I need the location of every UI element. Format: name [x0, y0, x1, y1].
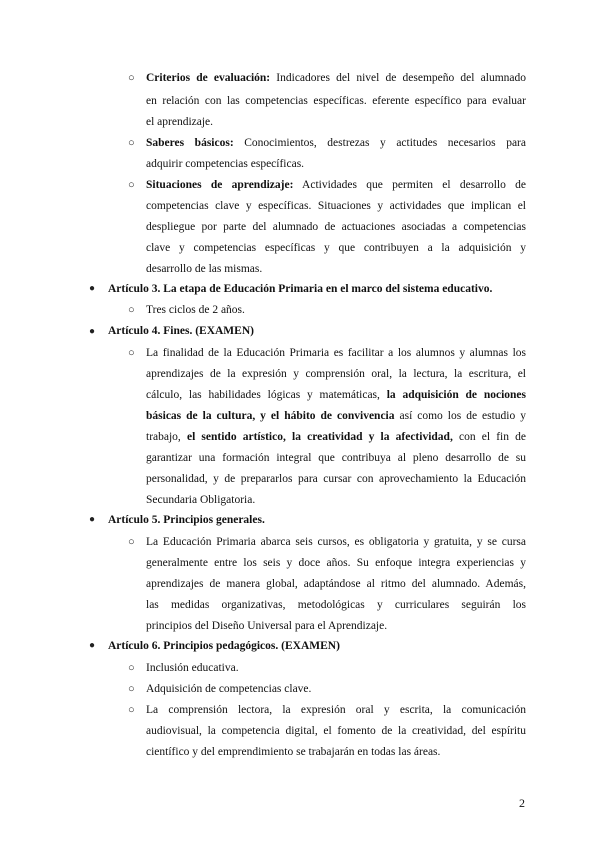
situaciones-line-5: desarrollo de las mismas.	[146, 263, 263, 275]
criterios-term: Criterios de evaluación:	[146, 72, 271, 84]
criterios-line-3: el aprendizaje.	[146, 116, 214, 128]
article-4-heading: Artículo 4. Fines. (EXAMEN)	[108, 325, 254, 337]
situaciones-line-2: competencias clave y específicas. Situaciones y actividades que implican el	[146, 200, 526, 212]
circle-bullet: ○	[128, 536, 135, 548]
bullet: ●	[89, 514, 96, 525]
article-4-line-6: garantizar una formación integral que contribuya al pleno desarrollo de su	[146, 452, 526, 464]
circle-bullet: ○	[128, 137, 135, 149]
article-4-text-5c: con el fin de	[452, 431, 526, 443]
page-number: 2	[519, 796, 525, 810]
circle-bullet: ○	[128, 304, 135, 316]
article-5-line-4: las medidas organizativas, metodológicas y curriculares seguirán los	[146, 599, 526, 611]
article-6-sub-1: Inclusión educativa.	[146, 662, 239, 674]
article-4-line-8: Secundaria Obligatoria.	[146, 494, 256, 506]
bullet: ●	[89, 283, 96, 294]
circle-bullet: ○	[128, 179, 135, 191]
criterios-line-1	[146, 70, 526, 86]
article-6-line-1: La comprensión lectora, la expresión oral y escrita, la comunicación	[146, 704, 526, 716]
article-6-line-3: científico y del emprendimiento se trabajarán en todas las áreas.	[146, 746, 441, 758]
criterios-line-2: en relación con las competencias específicas. eferente específico para evaluar	[146, 95, 526, 107]
article-4-line-3	[146, 387, 526, 403]
article-6-heading: Artículo 6. Principios pedagógicos. (EXAMEN)	[108, 640, 340, 652]
situaciones-term: Situaciones de aprendizaje:	[146, 179, 294, 191]
bullet: ●	[89, 326, 96, 337]
article-4-bold-3b: la adquisición de nociones	[386, 389, 526, 401]
circle-bullet: ○	[128, 347, 135, 359]
saberes-line-1	[146, 135, 526, 151]
article-4-text-4b: así como los de estudio y	[394, 410, 526, 422]
circle-bullet: ○	[128, 72, 135, 84]
article-4-text-5a: trabajo,	[146, 431, 187, 443]
article-5-line-5: principios del Diseño Universal para el Aprendizaje.	[146, 620, 388, 632]
article-3-heading: Artículo 3. La etapa de Educación Primaria en el marco del sistema educativo.	[108, 283, 493, 295]
circle-bullet: ○	[128, 704, 135, 716]
article-5-heading: Artículo 5. Principios generales.	[108, 514, 265, 526]
situaciones-line-1	[146, 177, 526, 193]
article-6-line-2: audiovisual, la competencia digital, el fomento de la creatividad, del espíritu	[146, 725, 526, 737]
circle-bullet: ○	[128, 662, 135, 674]
article-5-line-2: generalmente entre los seis y doce años. Su enfoque integra experiencias y	[146, 557, 526, 569]
article-4-line-5	[146, 429, 526, 445]
article-4-line-7: personalidad, y de prepararlos para cursar con aprovechamiento la Educación	[146, 473, 526, 485]
article-5-line-1: La Educación Primaria abarca seis cursos, es obligatoria y gratuita, y se cursa	[146, 536, 526, 548]
article-6-sub-2: Adquisición de competencias clave.	[146, 683, 312, 695]
article-4-line-4	[146, 408, 526, 424]
article-4-line-1: La finalidad de la Educación Primaria es facilitar a los alumnos y alumnas los	[146, 347, 526, 359]
article-4-bold-5b: el sentido artístico, la creatividad y la afectividad,	[186, 431, 453, 443]
article-4-bold-4a: básicas de la cultura, y el hábito de convivencia	[146, 410, 395, 422]
criterios-text-1: Indicadores del nivel de desempeño del alumnado	[270, 72, 526, 84]
circle-bullet: ○	[128, 683, 135, 695]
article-5-line-3: aprendizajes de manera global, adaptándose al ritmo del alumnado. Además,	[146, 578, 526, 590]
saberes-text-1: Conocimientos, destrezas y actitudes necesarios para	[233, 137, 526, 149]
saberes-term: Saberes básicos:	[146, 137, 234, 149]
situaciones-line-3: despliegue por parte del alumnado de actuaciones asociadas a competencias	[146, 221, 526, 233]
situaciones-text-1: Actividades que permiten el desarrollo de	[293, 179, 526, 191]
article-4-text-3a: cálculo, las habilidades lógicas y matemáticas,	[146, 389, 387, 401]
saberes-line-2: adquirir competencias específicas.	[146, 158, 305, 170]
situaciones-line-4: clave y competencias específicas y que contribuyen a la adquisición y	[146, 242, 526, 254]
article-3-sub-1: Tres ciclos de 2 años.	[146, 304, 245, 316]
article-4-line-2: aprendizajes de la expresión y comprensión oral, la lectura, la escritura, el	[146, 368, 526, 380]
bullet: ●	[89, 640, 96, 651]
